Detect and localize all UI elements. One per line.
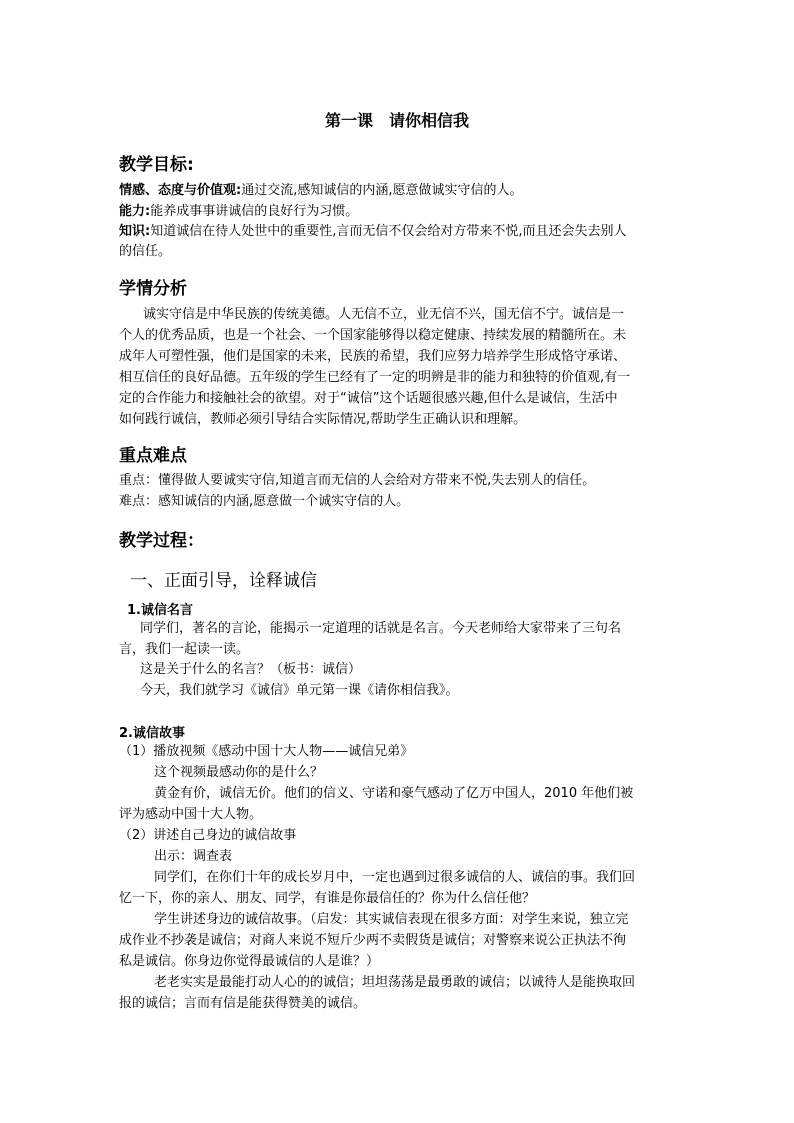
objective-ability-text: 能养成事事讲诚信的良好行为习惯。 [150, 204, 359, 219]
analysis-line: 个人的优秀品质，也是一个社会、一个国家能够得以稳定健康、持续发展的精髓所在。未 [119, 328, 627, 343]
paragraph-line: 同学们，著名的言论，能揭示一定道理的话就是名言。今天老师给大家带来了三句名 [140, 621, 622, 636]
analysis-heading: 学情分析 [119, 279, 187, 299]
paragraph-line: 私是诚信。你身边你觉得最诚信的人是谁？） [119, 954, 380, 969]
paragraph-line: 报的诚信；言而有信是能获得赞美的诚信。 [119, 996, 367, 1011]
key-points-heading: 重点难点 [119, 446, 187, 466]
sub-section-stories-title: 2.诚信故事 [119, 726, 185, 741]
objectives-heading: 教学目标: [119, 155, 194, 175]
analysis-line: 成年人可塑性强，他们是国家的未来，民族的希望，我们应努力培养学生形成恪守承诺、 [119, 349, 627, 364]
section-one-title: 一、正面引导，诠释诚信 [130, 571, 317, 591]
paragraph-line: 这个视频最感动你的是什么？ [154, 765, 324, 780]
paragraph-line: 老老实实是最能打动人心的的诚信；坦坦荡荡是最勇敢的诚信；以诚待人是能换取回 [154, 975, 636, 990]
paragraph-line: 学生讲述身边的诚信故事。（启发：其实诚信表现在很多方面：对学生来说，独立完 [154, 912, 629, 927]
objective-emotion [119, 181, 679, 201]
objective-emotion-label: 情感、态度与价值观: [119, 183, 242, 198]
analysis-line: 相互信任的良好品德。五年级的学生已经有了一定的明辨是非的能力和独特的价值观,有一 [119, 370, 631, 385]
paragraph-line: 同学们，在你们十年的成长岁月中，一定也遇到过很多诚信的人、诚信的事。我们回 [154, 870, 636, 885]
sub-section-quotes-title: 1.诚信名言 [127, 603, 193, 618]
analysis-line: 如何践行诚信，教师必须引导结合实际情况,帮助学生正确认识和理解。 [119, 412, 527, 427]
difficult-point: 难点：感知诚信的内涵,愿意做一个诚实守信的人。 [119, 494, 410, 509]
paragraph-line: 言，我们一起读一读。 [119, 642, 250, 657]
objective-emotion-text: 通过交流,感知诚信的内涵,愿意做诚实守信的人。 [241, 183, 523, 198]
paragraph-line: 评为感动中国十大人物。 [119, 807, 263, 822]
paragraph-line: （2）讲述自己身边的诚信故事 [119, 828, 297, 843]
objective-knowledge-text: 知道诚信在待人处世中的重要性,言而无信不仅会给对方带来不悦,而且还会失去别人 [150, 224, 627, 239]
objective-knowledge [119, 222, 679, 242]
paragraph-line: 这是关于什么的名言？（板书：诚信） [140, 662, 362, 677]
paragraph-line: 今天，我们就学习《诚信》单元第一课《请你相信我》。 [140, 683, 459, 698]
analysis-line: 定的合作能力和接触社会的欲望。对于“诚信”这个话题很感兴趣,但什么是诚信，生活中 [119, 391, 618, 406]
process-heading: 教学过程： [119, 531, 204, 551]
analysis-line: 诚实守信是中华民族的传统美德。人无信不立，业无信不兴，国无信不宁。诚信是一 [143, 307, 625, 322]
paragraph-line: 出示：调查表 [154, 849, 233, 864]
paragraph-line: 黄金有价，诚信无价。他们的信义、守诺和豪气感动了亿万中国人，2010 年他们被 [154, 786, 634, 801]
paragraph-line: 忆一下，你的亲人、朋友、同学，有谁是你最信任的？你为什么信任他？ [119, 891, 536, 906]
objective-knowledge-label: 知识: [119, 224, 151, 239]
objective-ability-label: 能力: [119, 204, 151, 219]
paragraph-line: 成作业不抄袭是诚信；对商人来说不短斤少两不卖假货是诚信；对警察来说公正执法不徇 [119, 933, 627, 948]
page-title: 第一课 请你相信我 [324, 111, 469, 130]
objective-knowledge-cont: 的信任。 [119, 244, 172, 259]
key-point: 重点：懂得做人要诚实守信,知道言而无信的人会给对方带来不悦,失去别人的信任。 [119, 473, 596, 488]
objective-ability [119, 202, 679, 222]
paragraph-line: （1）播放视频《感动中国十大人物——诚信兄弟》 [119, 744, 414, 759]
